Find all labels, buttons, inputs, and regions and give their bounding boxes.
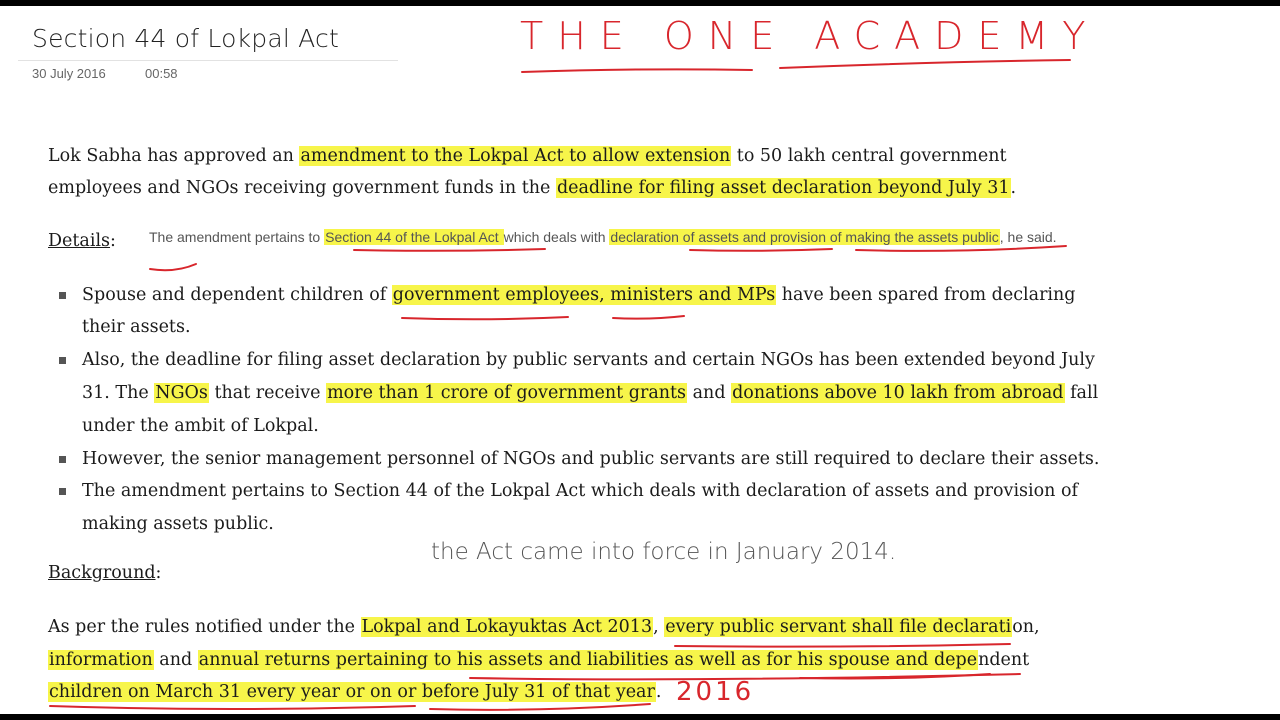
text-run: ndent: [978, 650, 1030, 670]
highlight: annual returns pertaining to his assets and liabilities as well as for his spouse and depe: [198, 650, 978, 670]
highlight: children on March 31 every year or on or before July 31 of that year: [49, 682, 655, 702]
text-run: employees and NGOs receiving government funds in the: [48, 178, 556, 198]
bullet-2-line-1: Also, the deadline for filing asset declaration by public servants and certain NGOs has been extended beyond July: [82, 350, 1095, 370]
text-run: .: [1010, 178, 1017, 198]
highlight: more than 1 crore of government grants: [327, 383, 687, 403]
background-line-2: [48, 644, 1029, 676]
intro-line-2: [48, 172, 1016, 204]
background-heading: [48, 557, 161, 589]
title-divider: [18, 60, 398, 61]
bullet-marker: [59, 357, 66, 364]
text-run: and: [153, 650, 198, 670]
text-run: on,: [1012, 617, 1040, 637]
note-time: 00:58: [145, 66, 178, 81]
brand-handwritten-title: THE ONE ACADEMY: [520, 14, 1100, 58]
note-title: Section 44 of Lokpal Act: [32, 24, 339, 53]
note-page: [0, 6, 1280, 714]
brand-underline-1: [522, 69, 752, 72]
text-run: .: [655, 682, 662, 702]
details-quote: [149, 225, 1099, 249]
intro-line-1: [48, 140, 1007, 172]
brand-underline-2: [780, 60, 1070, 68]
text-run: to 50 lakh central government: [731, 146, 1007, 166]
quote-underline-2: [690, 249, 832, 251]
details-heading: [48, 225, 116, 257]
bullet-4-line-1: The amendment pertains to Section 44 of the Lokpal Act which deals with declaration of assets and provision of: [82, 481, 1078, 501]
bullet-underline-2: [613, 316, 684, 319]
caption-text: the Act came into force in January 2014.: [431, 539, 897, 565]
background-line-1: [48, 611, 1040, 643]
bullet-1-line-2: their assets.: [82, 317, 191, 337]
highlight: NGOs: [155, 383, 208, 403]
text-run: ,: [653, 617, 665, 637]
highlight: donations above 10 lakh from abroad: [732, 383, 1064, 403]
text-run: :: [110, 231, 116, 251]
quote-underline-4: [150, 264, 196, 270]
text-run: have been spared from declaring: [776, 285, 1076, 305]
text-run: and: [687, 383, 732, 403]
text-run: , he said.: [999, 229, 1057, 245]
bullet-underline-1: [402, 317, 568, 319]
text-run: that receive: [208, 383, 327, 403]
highlight: information: [49, 650, 153, 670]
text-run: The amendment pertains to: [149, 229, 325, 245]
highlight: declaration of assets and provision of making the assets public: [610, 229, 999, 245]
text-run: Lok Sabha has approved an: [48, 146, 300, 166]
highlight: amendment to the Lokpal Act to allow extension: [300, 146, 731, 166]
bullet-3-line-1: However, the senior management personnel of NGOs and public servants are still required to declare their assets.: [82, 449, 1100, 469]
background-label: Background: [48, 563, 156, 583]
background-line-3: [48, 676, 661, 708]
bullet-marker: [59, 456, 66, 463]
bullet-1-line-1: [82, 279, 1076, 311]
details-label: Details: [48, 231, 111, 251]
text-run: fall: [1064, 383, 1099, 403]
text-run: which deals with: [503, 229, 610, 245]
text-run: :: [155, 563, 162, 583]
highlight: Lokpal and Lokayuktas Act 2013: [361, 617, 653, 637]
highlight: government employees, ministers and MPs: [392, 285, 776, 305]
note-date: 30 July 2016: [32, 66, 106, 81]
quote-underline-1: [354, 249, 545, 251]
text-run: Spouse and dependent children of: [82, 285, 392, 305]
highlight: deadline for filing asset declaration beyond July 31: [556, 178, 1010, 198]
text-run: As per the rules notified under the: [48, 617, 361, 637]
highlight: Section 44 of the Lokpal Act: [325, 229, 503, 245]
bullet-marker: [59, 488, 66, 495]
highlight: every public servant shall file declarati: [665, 617, 1012, 637]
bullet-2-line-3: under the ambit of Lokpal.: [82, 416, 319, 436]
bullet-marker: [59, 292, 66, 299]
handwritten-year-annotation: 2016: [676, 677, 755, 707]
bullet-2-line-2: [82, 377, 1098, 409]
text-run: 31. The: [82, 383, 155, 403]
bullet-4-line-2: making assets public.: [82, 514, 274, 534]
